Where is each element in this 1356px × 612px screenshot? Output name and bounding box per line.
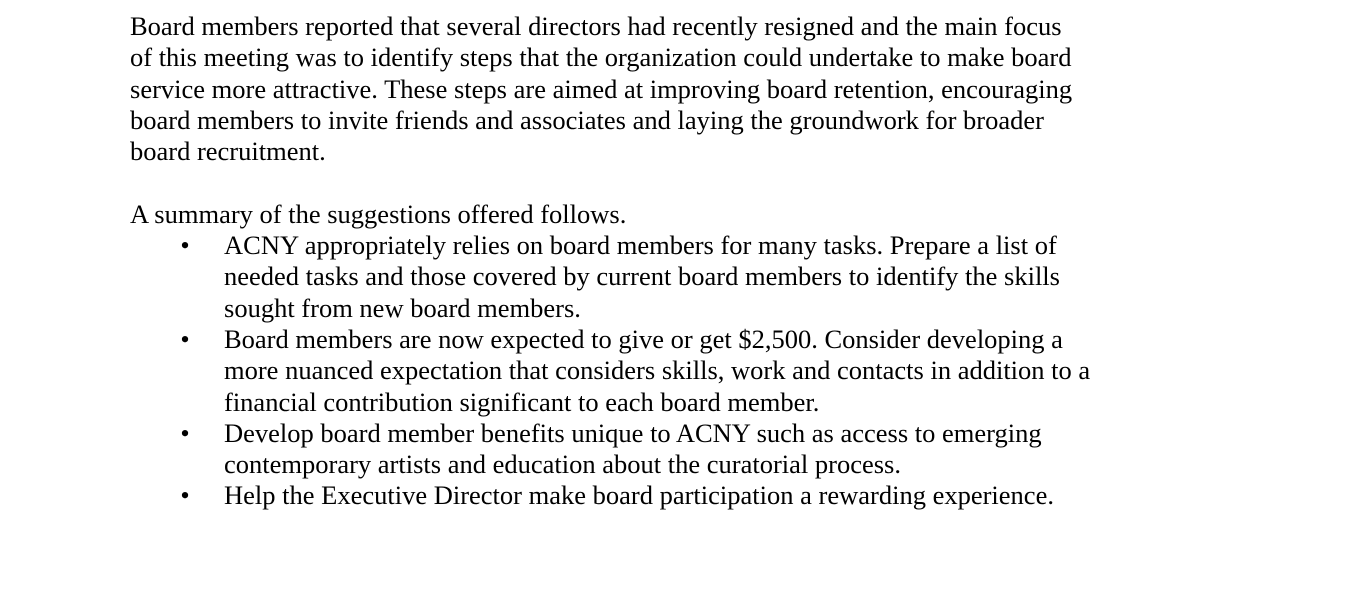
text-line: ACNY appropriately relies on board members for many tasks. Prepare a list of xyxy=(224,230,1057,261)
intro-paragraph xyxy=(130,11,1345,167)
text-line: of this meeting was to identify steps that the organization could undertake to make board xyxy=(130,42,1072,73)
list-item xyxy=(130,418,1345,481)
bullet-icon: • xyxy=(180,417,190,448)
text-line: Board members reported that several directors had recently resigned and the main focus xyxy=(130,11,1062,41)
paragraph-spacer xyxy=(130,167,1345,198)
text-line: Board members are now expected to give or get $2,500. Consider developing a xyxy=(224,323,1063,354)
bullet-icon: • xyxy=(180,480,190,511)
text-line: financial contribution significant to each board member. xyxy=(224,386,820,417)
summary-intro-paragraph xyxy=(130,199,1345,230)
text-line: Develop board member benefits unique to ACNY such as access to emerging xyxy=(224,417,1042,448)
text-line: contemporary artists and education about the curatorial process. xyxy=(224,449,901,480)
text-line: sought from new board members. xyxy=(224,292,581,323)
document-page xyxy=(130,11,1345,512)
text-line: A summary of the suggestions offered follows. xyxy=(130,198,627,229)
suggestions-list xyxy=(130,230,1345,512)
text-line: board recruitment. xyxy=(130,136,326,167)
bullet-icon: • xyxy=(180,230,190,261)
list-item xyxy=(130,324,1345,418)
text-line: needed tasks and those covered by current board members to identify the skills xyxy=(224,261,1060,292)
text-line: service more attractive. These steps are aimed at improving board retention, encouraging xyxy=(130,73,1073,104)
list-item xyxy=(130,480,1345,511)
list-item xyxy=(130,230,1345,324)
text-line: Help the Executive Director make board participation a rewarding experience. xyxy=(224,480,1054,511)
bullet-icon: • xyxy=(180,323,190,354)
text-line: board members to invite friends and associates and laying the groundwork for broader xyxy=(130,104,1044,135)
text-line: more nuanced expectation that considers skills, work and contacts in addition to a xyxy=(224,355,1091,386)
